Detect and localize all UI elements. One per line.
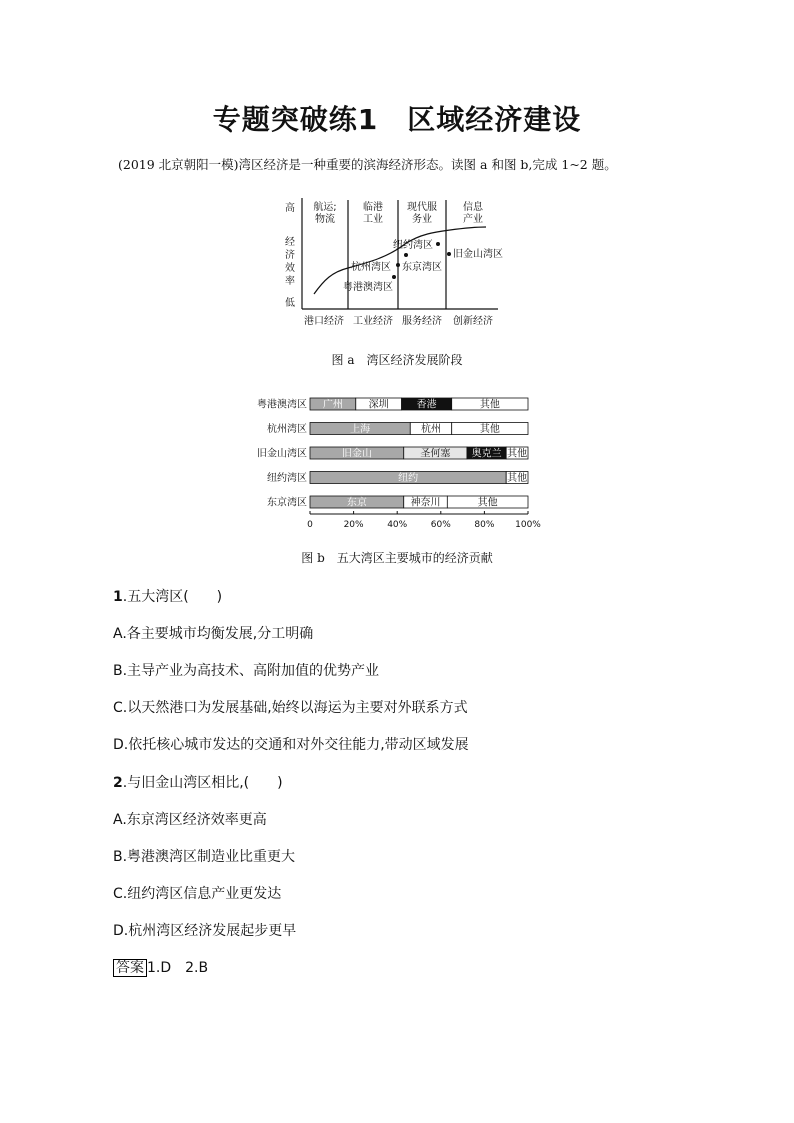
row-label: 杭州湾区 [267, 424, 307, 435]
bar-segment-label: 其他 [479, 399, 500, 411]
x-tick-label: 0 [307, 520, 313, 530]
x-tick-label: 40% [387, 520, 408, 530]
x-tick-label: 60% [430, 520, 451, 530]
question-text: .与旧金山湾区相比,( ) [122, 775, 283, 791]
row-label: 粤港澳湾区 [257, 399, 307, 411]
figure-a-development-stages [270, 192, 530, 332]
question-1-option-a: A.各主要城市均衡发展,分工明确 [113, 626, 314, 642]
bar-segment-label: 纽约 [398, 473, 419, 484]
bar-segment-label: 杭州 [420, 424, 441, 435]
stage-label: 务业 [412, 214, 432, 225]
point-guangdong-hk-macao [392, 275, 396, 279]
question-2-option-c: C.纽约湾区信息产业更发达 [113, 886, 282, 902]
x-label: 工业经济 [353, 316, 393, 327]
y-label-low: 低 [285, 298, 295, 309]
bar-segment-label: 旧金山 [341, 448, 372, 460]
question-number: 2 [113, 775, 123, 791]
stage-label: 产业 [463, 214, 483, 225]
y-label-axis-char: 经 [285, 237, 295, 248]
question-1-stem [113, 586, 222, 606]
x-label: 服务经济 [402, 316, 442, 327]
stage-label: 航运; [313, 202, 337, 213]
point-label: 杭州湾区 [351, 262, 391, 273]
question-2-option-a: A.东京湾区经济效率更高 [113, 812, 267, 828]
question-1-option-d: D.依托核心城市发达的交通和对外交往能力,带动区域发展 [113, 737, 469, 753]
point-label: 东京湾区 [402, 262, 442, 273]
x-label: 创新经济 [453, 316, 493, 327]
question-1-option-c: C.以天然港口为发展基础,始终以海运为主要对外联系方式 [113, 700, 468, 716]
bar-segment-label: 其他 [507, 473, 528, 484]
x-tick-label: 20% [343, 520, 364, 530]
bar-segment-label: 广州 [322, 399, 343, 411]
bar-segment-label: 上海 [350, 424, 371, 435]
bar-segment-label: 深圳 [368, 399, 389, 411]
y-label-axis-char: 效 [285, 263, 295, 274]
bar-segment-label: 其他 [507, 448, 528, 460]
figure-b-stacked-bar-chart [250, 390, 550, 530]
efficiency-curve [314, 227, 486, 294]
point-sanfrancisco [447, 252, 451, 256]
figure-a-caption: 图 a 湾区经济发展阶段 [331, 353, 463, 367]
question-2-option-b: B.粤港澳湾区制造业比重更大 [113, 849, 296, 865]
point-tokyo [404, 253, 408, 257]
page-title: 专题突破练1 区域经济建设 [212, 103, 582, 136]
stage-label: 信息 [463, 202, 483, 213]
answer-text: 1.D 2.B [147, 960, 209, 976]
bar-segment-label: 圣何塞 [420, 448, 451, 460]
bar-segment-label: 其他 [477, 497, 498, 509]
question-2-option-d: D.杭州湾区经济发展起步更早 [113, 923, 297, 939]
answer-label: 答案 [113, 959, 147, 977]
question-1-option-b: B.主导产业为高技术、高附加值的优势产业 [113, 663, 380, 679]
bar-segment-label: 神奈川 [410, 497, 441, 509]
point-newyork [436, 242, 440, 246]
x-label: 港口经济 [304, 316, 344, 327]
x-tick-label: 100% [515, 520, 541, 530]
stage-label: 物流 [315, 214, 335, 225]
question-text: .五大湾区( ) [122, 589, 223, 605]
y-label-high: 高 [285, 203, 295, 214]
point-hangzhou [396, 263, 400, 267]
row-label: 旧金山湾区 [257, 448, 307, 460]
point-label: 旧金山湾区 [453, 249, 503, 260]
stage-label: 临港 [363, 202, 383, 213]
question-intro: (2019 北京朝阳一模)湾区经济是一种重要的滨海经济形态。读图 a 和图 b,完成 1~2 题。 [118, 157, 617, 172]
bar-segment-label: 其他 [479, 424, 500, 435]
row-label: 纽约湾区 [267, 473, 307, 484]
y-label-axis-char: 济 [285, 250, 295, 261]
x-tick-label: 80% [474, 520, 495, 530]
point-label: 粤港澳湾区 [343, 282, 393, 293]
question-2-stem [113, 772, 283, 792]
bar-segment-label: 东京 [346, 497, 367, 509]
answer-line [113, 957, 208, 977]
question-number: 1 [113, 589, 123, 605]
stage-label: 现代服 [407, 202, 437, 213]
figure-b-caption: 图 b 五大湾区主要城市的经济贡献 [301, 551, 493, 565]
bar-segment-label: 香港 [416, 399, 437, 411]
row-label: 东京湾区 [267, 497, 307, 509]
y-label-axis-char: 率 [285, 276, 295, 287]
bar-segment-label: 奥克兰 [471, 448, 502, 460]
stage-label: 工业 [363, 214, 383, 225]
point-label: 纽约湾区 [393, 240, 433, 251]
